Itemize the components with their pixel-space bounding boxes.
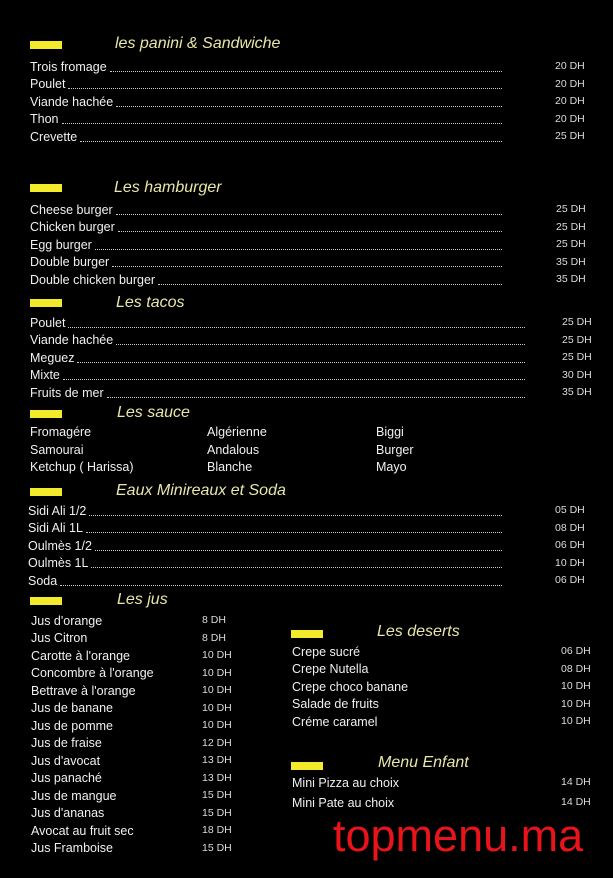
section-title: Les hamburger: [114, 179, 222, 196]
sauce-item: Blanche: [207, 460, 253, 474]
section-marker-bar: [291, 630, 323, 638]
item-price: 10 DH: [202, 684, 232, 696]
sauce-item: Ketchup ( Harissa): [30, 460, 134, 474]
dot-leader: [80, 132, 502, 142]
item-price: 10 DH: [561, 697, 591, 710]
item-price: 06 DH: [555, 574, 585, 587]
menu-item: [31, 665, 154, 682]
item-price: 8 DH: [202, 631, 226, 644]
menu-item: [31, 700, 113, 717]
item-name: Jus d'orange: [31, 613, 103, 628]
item-name: Créme caramel: [292, 714, 378, 729]
item-name: Cheese burger: [30, 202, 113, 217]
item-name: Meguez: [30, 350, 75, 365]
item-name: Mixte: [30, 368, 60, 382]
menu-item: [28, 502, 505, 519]
item-price: 10 DH: [561, 715, 591, 728]
item-price: 35 DH: [562, 386, 592, 398]
item-price: 13 DH: [202, 771, 232, 784]
item-price: 10 DH: [202, 719, 232, 731]
item-name: Crepe sucré: [292, 644, 361, 659]
section-marker-bar: [30, 410, 62, 418]
item-name: Soda: [28, 573, 58, 588]
item-name: Jus Citron: [31, 631, 88, 645]
item-name: Chicken burger: [30, 220, 115, 235]
item-name: Jus de banane: [31, 701, 114, 715]
section-title: les panini & Sandwiche: [115, 35, 281, 52]
dot-leader: [89, 506, 502, 516]
menu-item: [30, 332, 528, 349]
item-name: Jus de mangue: [31, 788, 117, 803]
item-name: Mini Pizza au choix: [292, 775, 399, 790]
dot-leader: [68, 79, 502, 89]
item-price: 15 DH: [202, 806, 232, 819]
dot-leader: [110, 62, 502, 72]
menu-item: [31, 787, 116, 804]
item-price: 10 DH: [555, 556, 585, 569]
item-price: 10 DH: [202, 649, 232, 661]
item-price: 25 DH: [556, 220, 586, 233]
menu-item: [292, 713, 377, 730]
menu-item: [30, 201, 505, 218]
dot-leader: [118, 222, 502, 232]
item-price: 10 DH: [561, 680, 591, 693]
item-price: 20 DH: [555, 112, 585, 125]
item-name: Jus d'avocat: [31, 753, 101, 768]
item-name: Double burger: [30, 255, 110, 270]
menu-item: [30, 58, 505, 75]
menu-item: [30, 314, 528, 331]
item-name: Double chicken burger: [30, 272, 156, 287]
menu-item: [28, 537, 505, 554]
item-price: 08 DH: [561, 662, 591, 675]
section-marker-bar: [30, 488, 62, 496]
item-price: 18 DH: [202, 824, 232, 836]
section-title: Les jus: [117, 591, 168, 608]
item-name: Carotte à l'orange: [31, 648, 130, 663]
item-price: 10 DH: [202, 701, 232, 714]
menu-item: [31, 682, 136, 699]
item-name: Trois fromage: [30, 59, 107, 74]
item-price: 20 DH: [555, 95, 585, 108]
menu-item: [30, 219, 505, 236]
item-name: Jus panaché: [31, 771, 102, 785]
item-name: Crevette: [30, 129, 78, 144]
item-name: Jus de fraise: [31, 736, 102, 750]
menu-item: [30, 349, 528, 366]
item-name: Avocat au fruit sec: [31, 823, 134, 838]
menu-item: [292, 661, 368, 678]
section-marker-bar: [30, 184, 62, 192]
menu-item: [292, 678, 408, 695]
sauce-item: Mayo: [376, 460, 407, 474]
menu-item: [292, 794, 394, 811]
dot-leader: [107, 388, 525, 398]
menu-item: [28, 555, 505, 572]
item-price: 15 DH: [202, 789, 232, 801]
dot-leader: [62, 114, 503, 124]
sauce-item: Algérienne: [207, 425, 267, 439]
item-price: 25 DH: [556, 203, 586, 215]
menu-item: [28, 520, 505, 537]
sauce-item: Burger: [376, 442, 414, 457]
dot-leader: [158, 275, 502, 285]
item-price: 8 DH: [202, 614, 226, 626]
item-name: Oulmès 1/2: [28, 538, 92, 553]
section-title: Les deserts: [377, 623, 460, 640]
menu-item: [31, 770, 102, 787]
item-name: Poulet: [30, 315, 66, 330]
menu-item: [28, 572, 505, 589]
menu-item: [30, 384, 528, 401]
menu-item: [30, 93, 505, 110]
dot-leader: [68, 318, 525, 328]
item-name: Fruits de mer: [30, 385, 104, 400]
item-price: 25 DH: [562, 316, 592, 328]
menu-item: [30, 236, 505, 253]
item-name: Viande hachée: [30, 94, 114, 109]
item-price: 14 DH: [561, 796, 591, 808]
menu-item: [31, 630, 87, 647]
item-name: Egg burger: [30, 237, 92, 252]
item-price: 14 DH: [561, 776, 591, 788]
item-price: 25 DH: [556, 238, 586, 251]
section-marker-bar: [30, 597, 62, 605]
dot-leader: [86, 523, 502, 533]
item-price: 25 DH: [555, 130, 585, 143]
item-name: Concombre à l'orange: [31, 666, 154, 680]
item-name: Viande hachée: [30, 333, 114, 347]
dot-leader: [91, 558, 502, 568]
item-price: 12 DH: [202, 736, 232, 749]
menu-item: [31, 647, 130, 664]
item-price: 20 DH: [555, 60, 585, 72]
menu-item: [31, 612, 102, 629]
menu-item: [30, 76, 505, 93]
dot-leader: [77, 353, 525, 363]
dot-leader: [60, 576, 502, 586]
menu-item: [30, 128, 505, 145]
item-price: 25 DH: [562, 333, 592, 346]
item-price: 05 DH: [555, 504, 585, 516]
section-title: Les sauce: [117, 404, 190, 421]
menu-item: [31, 822, 134, 839]
sauce-item: Biggi: [376, 425, 404, 439]
item-price: 08 DH: [555, 521, 585, 534]
item-name: Crepe choco banane: [292, 679, 409, 694]
item-price: 15 DH: [202, 841, 232, 854]
item-name: Crepe Nutella: [292, 662, 369, 677]
item-price: 25 DH: [562, 351, 592, 363]
item-price: 13 DH: [202, 754, 232, 766]
section-title: Eaux Minireaux et Soda: [116, 482, 286, 499]
item-name: Sidi Ali 1L: [28, 521, 83, 536]
sauce-item: Samourai: [30, 442, 84, 457]
item-name: Salade de fruits: [292, 697, 379, 712]
section-marker-bar: [30, 41, 62, 49]
menu-item: [292, 643, 360, 660]
item-name: Bettrave à l'orange: [31, 683, 136, 698]
menu-item: [30, 271, 505, 288]
menu-item: [31, 840, 113, 857]
section-title: Les tacos: [116, 294, 185, 311]
dot-leader: [116, 97, 502, 107]
menu-item: [31, 735, 102, 752]
section-marker-bar: [291, 762, 323, 770]
dot-leader: [95, 240, 502, 250]
item-price: 20 DH: [555, 77, 585, 90]
menu-item: [292, 696, 379, 713]
item-name: Jus de pomme: [31, 718, 113, 733]
menu-item: [31, 752, 100, 769]
menu-item: [31, 717, 113, 734]
dot-leader: [95, 541, 502, 551]
item-name: Jus Framboise: [31, 841, 113, 855]
item-price: 35 DH: [556, 273, 586, 286]
section-marker-bar: [30, 299, 62, 307]
item-price: 06 DH: [561, 645, 591, 657]
item-name: Jus d'ananas: [31, 806, 105, 820]
item-name: Sidi Ali 1/2: [28, 503, 87, 518]
menu-item: [30, 254, 505, 271]
sauce-item: Andalous: [207, 442, 260, 457]
item-name: Poulet: [30, 77, 66, 92]
dot-leader: [63, 370, 525, 380]
item-name: Mini Pate au choix: [292, 795, 395, 810]
section-title: Menu Enfant: [378, 754, 469, 771]
item-name: Oulmès 1L: [28, 556, 89, 571]
menu-item: [30, 111, 505, 128]
item-name: Thon: [30, 112, 59, 127]
item-price: 06 DH: [555, 539, 585, 552]
menu-item: [292, 774, 399, 791]
sauce-item: Fromagére: [30, 425, 92, 439]
item-price: 35 DH: [556, 255, 586, 268]
dot-leader: [116, 335, 525, 345]
dot-leader: [116, 205, 502, 215]
menu-item: [30, 367, 528, 384]
menu-item: [31, 805, 104, 822]
item-price: 10 DH: [202, 666, 232, 679]
item-price: 30 DH: [562, 368, 592, 381]
watermark: topmenu.ma: [333, 810, 584, 861]
dot-leader: [112, 257, 502, 267]
